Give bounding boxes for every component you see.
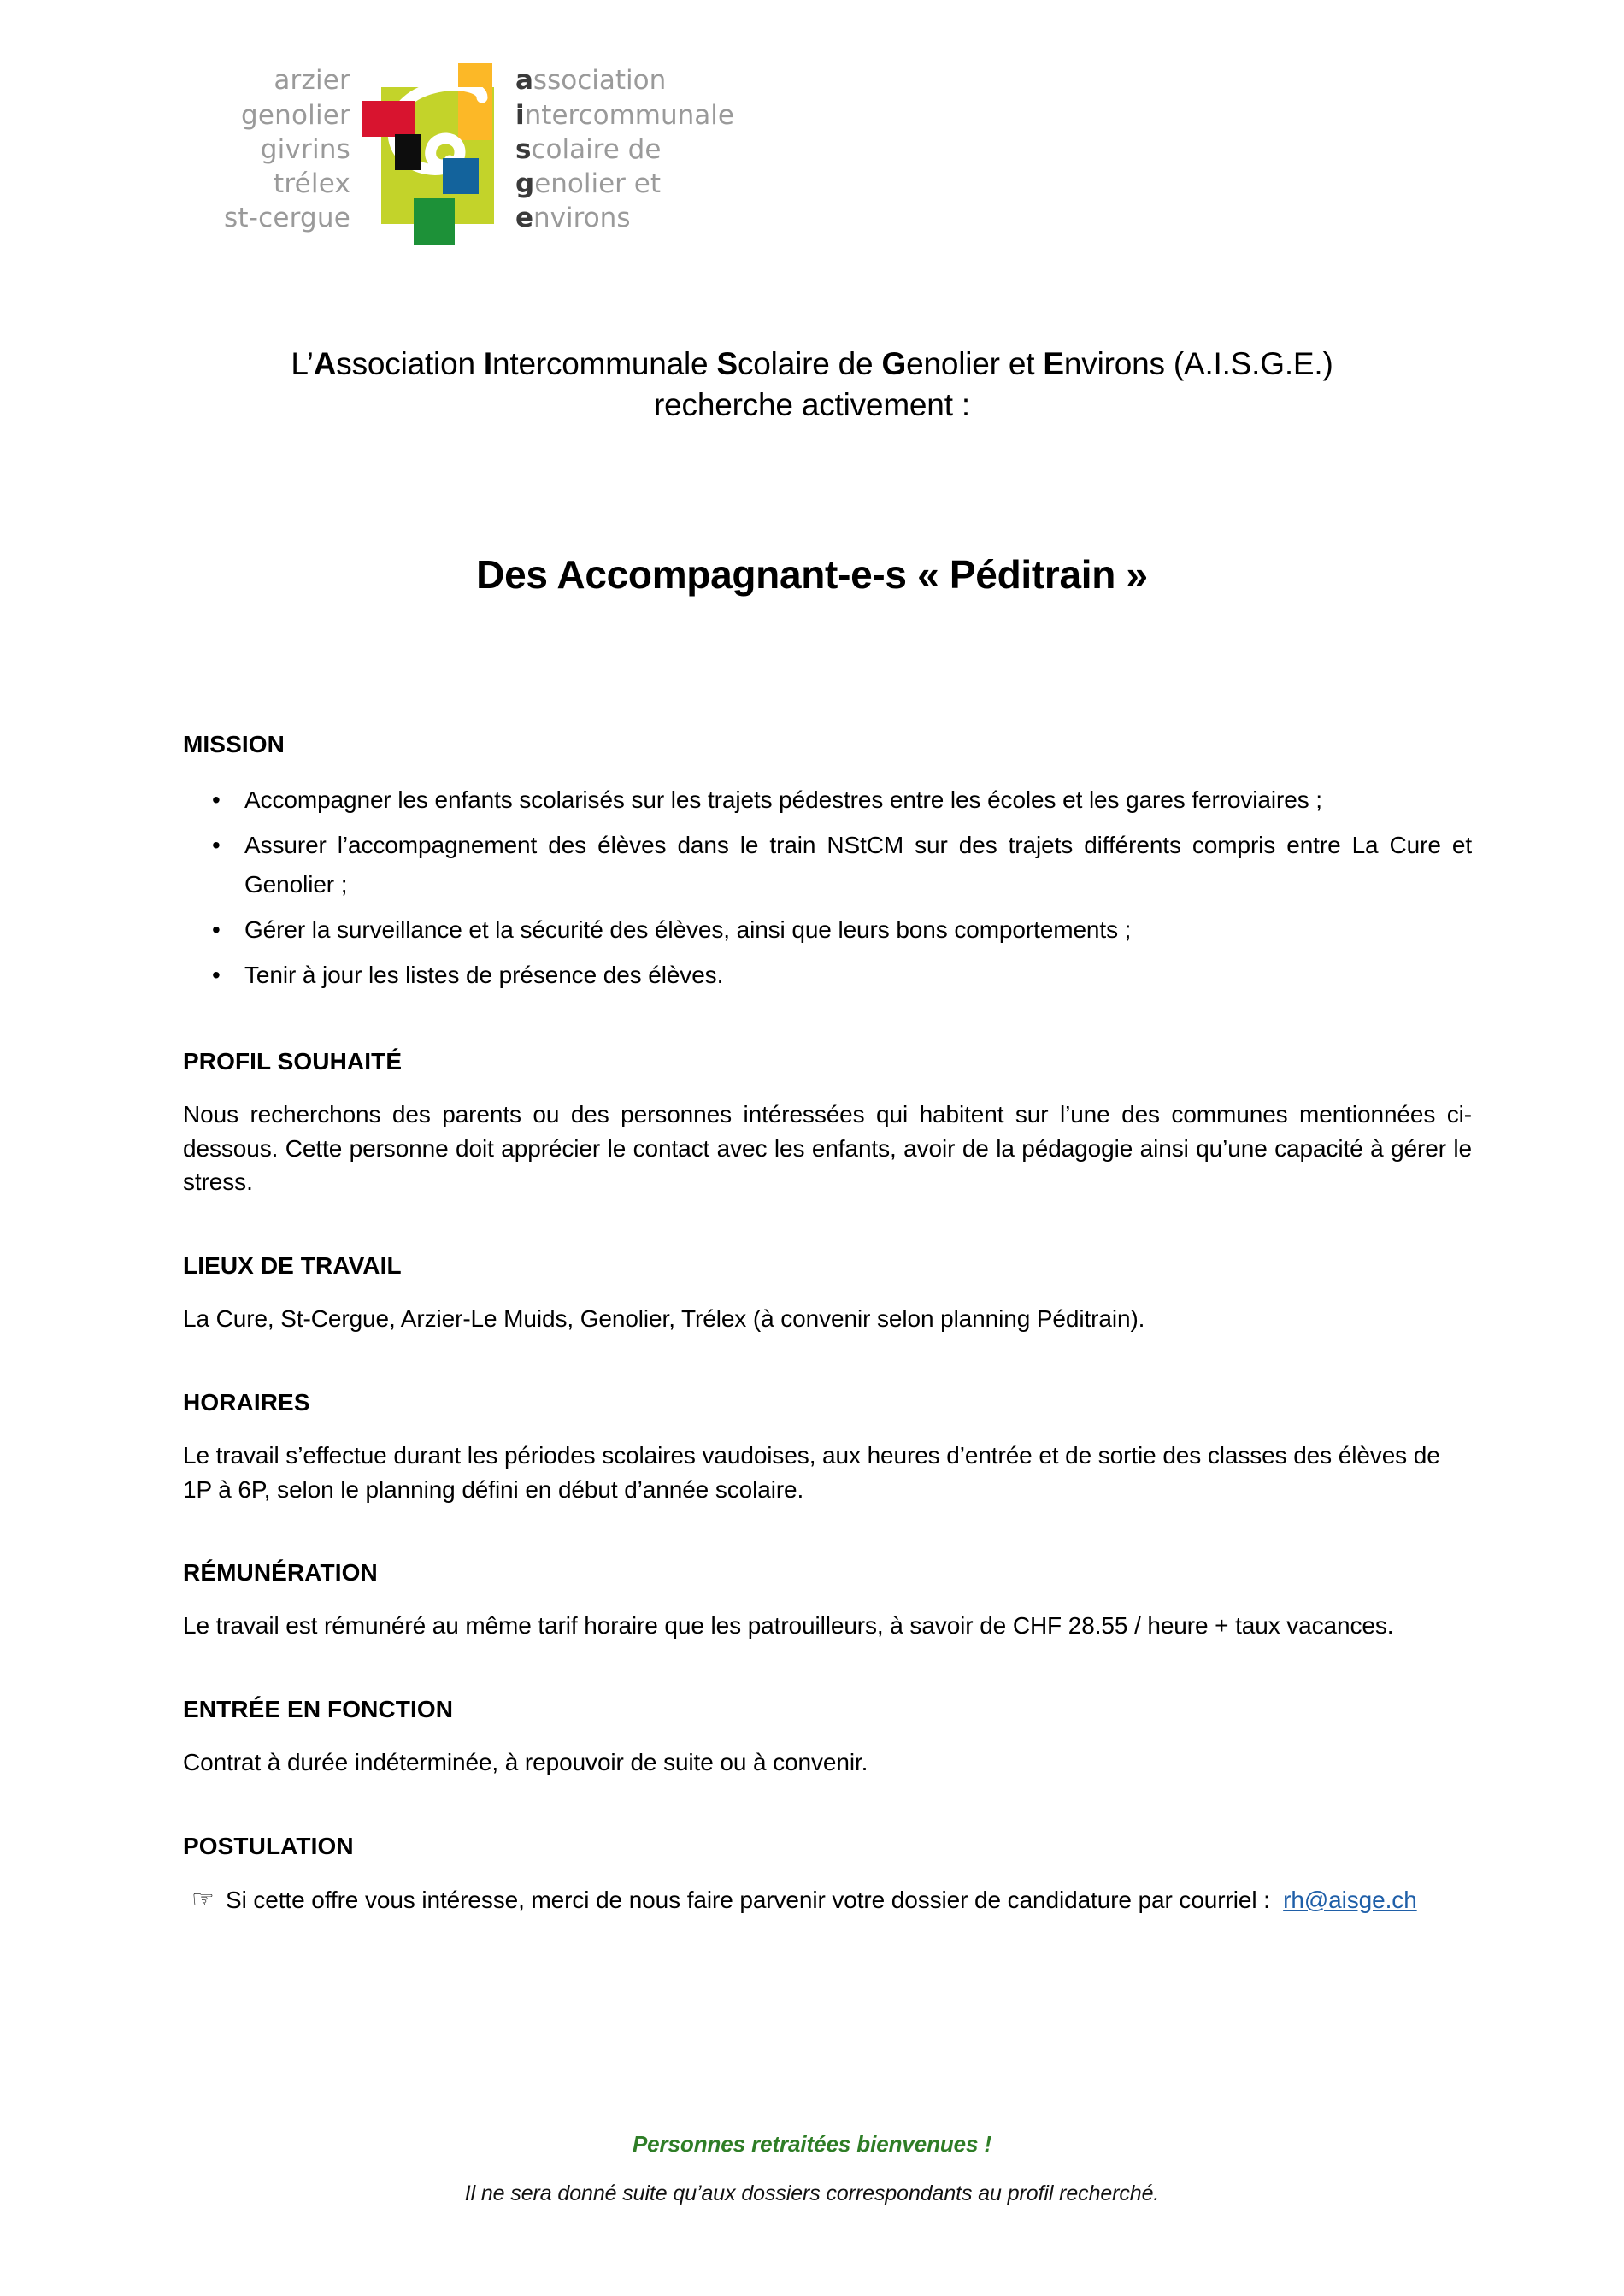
section-body-entree: Contrat à durée indéterminée, à repouvoir de suite ou à convenir.	[183, 1749, 868, 1776]
logo-name-rest: nvirons	[533, 203, 631, 234]
logo-name-line-1	[515, 63, 734, 97]
section-heading-remuneration: RÉMUNÉRATION	[183, 1559, 378, 1587]
logo-commune-genolier: genolier	[240, 99, 350, 131]
intro-text-run: L’	[291, 346, 314, 381]
section-heading-entree: ENTRÉE EN FONCTION	[183, 1696, 454, 1723]
bullet-icon: •	[212, 916, 221, 944]
bullet-icon: •	[212, 786, 221, 813]
logo-commune-trelex: trélex	[274, 168, 350, 200]
postulation-instruction	[183, 1882, 1472, 1918]
list-item-text: Assurer l’accompagnement des élèves dans le train NStCM sur des trajets différents compris entre La Cure et Genolier ;	[244, 832, 1472, 898]
intro-acronym-initial: E	[1043, 346, 1064, 381]
logo-name-rest: ntercommunale	[524, 99, 734, 131]
intro-paragraph	[128, 344, 1496, 426]
intro-line-1	[128, 344, 1496, 385]
logo-name-line-3	[515, 132, 734, 167]
bullet-icon: •	[212, 832, 221, 859]
logo-name-rest: colaire de	[531, 133, 662, 165]
logo-blue-square	[443, 158, 479, 194]
postulation-text: Si cette offre vous intéresse, merci de nous faire parvenir votre dossier de candidature par courriel :	[226, 1886, 1270, 1913]
logo-name-initial: i	[515, 99, 525, 131]
section-heading-horaires: HORAIRES	[183, 1388, 310, 1416]
section-heading-postulation: POSTULATION	[183, 1832, 354, 1859]
logo-green-square	[414, 198, 455, 245]
intro-line-2: recherche activement :	[654, 387, 970, 423]
section-body-lieux: La Cure, St-Cergue, Arzier-Le Muids, Genolier, Trélex (à convenir selon planning Péditrain).	[183, 1305, 1145, 1333]
logo-spiral-mark	[362, 51, 503, 248]
logo-name-rest: ssociation	[533, 65, 667, 97]
list-item	[183, 826, 1472, 904]
logo-organization-name	[503, 63, 734, 235]
logo-name-initial: g	[515, 168, 535, 200]
page-title: Des Accompagnant-e-s « Péditrain »	[476, 552, 1148, 597]
list-item-text: Gérer la surveillance et la sécurité des élèves, ainsi que leurs bons comportements ;	[244, 916, 1132, 944]
organization-logo	[179, 47, 769, 252]
list-item-text: Tenir à jour les listes de présence des élèves.	[244, 962, 724, 989]
logo-name-initial: s	[515, 133, 532, 165]
section-body-remuneration: Le travail est rémunéré au même tarif horaire que les patrouilleurs, à savoir de CHF 28.55 / heure + taux vacances.	[183, 1612, 1394, 1640]
logo-name-line-2	[515, 98, 734, 132]
mission-bullet-list	[183, 780, 1472, 995]
footer-note-disclaimer: Il ne sera donné suite qu’aux dossiers correspondants au profil recherché.	[464, 2181, 1160, 2205]
list-item	[183, 910, 1472, 949]
logo-black-square	[395, 134, 421, 170]
footer-note-retirees: Personnes retraitées bienvenues !	[632, 2131, 992, 2157]
logo-commune-arzier: arzier	[274, 65, 350, 97]
logo-name-line-5	[515, 201, 734, 235]
intro-acronym-initial: A	[313, 346, 337, 381]
section-heading-profil: PROFIL SOUHAITÉ	[183, 1047, 403, 1074]
logo-commune-list	[179, 63, 362, 235]
intro-acronym-initial: I	[483, 346, 493, 381]
bullet-icon: •	[212, 962, 221, 989]
section-heading-lieux: LIEUX DE TRAVAIL	[183, 1252, 402, 1280]
intro-text-run: ntercommunale	[492, 346, 717, 381]
logo-name-line-4	[515, 167, 734, 201]
email-link[interactable]: rh@aisge.ch	[1283, 1886, 1417, 1913]
intro-text-run: enolier et	[906, 346, 1044, 381]
logo-name-initial: a	[515, 65, 533, 97]
logo-name-initial: e	[515, 203, 534, 234]
intro-text-run: colaire de	[738, 346, 882, 381]
logo-commune-givrins: givrins	[260, 133, 350, 165]
list-item-text: Accompagner les enfants scolarisés sur les trajets pédestres entre les écoles et les gares ferroviaires ;	[244, 786, 1322, 813]
list-item	[183, 780, 1472, 819]
section-body-horaires: Le travail s’effectue durant les périodes scolaires vaudoises, aux heures d’entrée et de sortie des classes des élèves de 1P à 6P, selon le planning défini en début d’année scolaire.	[183, 1441, 1440, 1503]
section-body-profil: Nous recherchons des parents ou des personnes intéressées qui habitent sur l’une des communes mentionnées ci-dessous. Cette personne doit apprécier le contact avec les enfants, avoir de la pédagogie ainsi qu’une capacité à gérer le stress.	[183, 1100, 1472, 1196]
intro-acronym-initial: S	[716, 346, 738, 381]
intro-acronym-initial: G	[881, 346, 907, 381]
document-body	[183, 731, 1472, 1918]
logo-name-rest: enolier et	[534, 168, 662, 200]
logo-commune-stcergue: st-cergue	[223, 203, 350, 234]
pointing-hand-icon: ☞	[191, 1885, 215, 1914]
logo-red-square	[362, 101, 415, 137]
section-heading-mission: MISSION	[183, 731, 285, 757]
intro-text-run: ssociation	[336, 346, 484, 381]
intro-text-run: nvirons (A.I.S.G.E.)	[1063, 346, 1333, 381]
list-item	[183, 956, 1472, 994]
